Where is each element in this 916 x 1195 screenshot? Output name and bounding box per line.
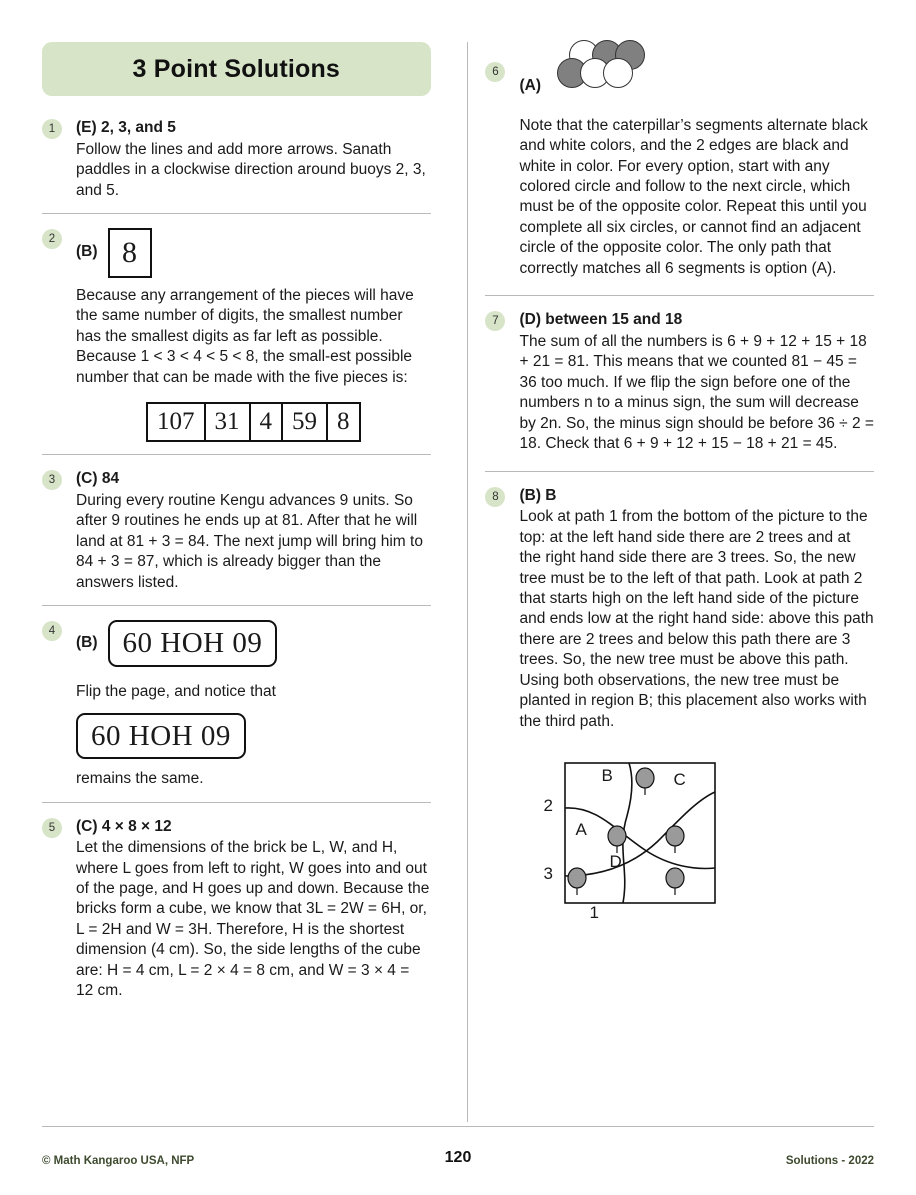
answer-row bbox=[519, 60, 874, 98]
section-banner bbox=[42, 42, 431, 96]
footer-edition: Solutions - 2022 bbox=[785, 1155, 874, 1167]
footer-page-number: 120 bbox=[444, 1149, 472, 1166]
solution-number-badge: 4 bbox=[42, 621, 62, 641]
divider bbox=[42, 454, 431, 455]
solution-number-badge: 8 bbox=[485, 487, 505, 507]
solution-answer: (B) bbox=[76, 243, 98, 261]
right-column bbox=[485, 42, 874, 1122]
two-column-layout bbox=[42, 42, 874, 1122]
divider bbox=[42, 605, 431, 606]
figure-label-path-3: 3 bbox=[543, 864, 553, 884]
solution-answer: (C) 4 × 8 × 12 bbox=[76, 817, 172, 835]
digit-box-figure: 8 bbox=[108, 228, 152, 278]
footer-page-number-wrap bbox=[42, 1149, 874, 1167]
piece-4: 59 bbox=[282, 402, 327, 442]
figure-label-path-2: 2 bbox=[543, 796, 553, 816]
footer-copyright: © Math Kangaroo USA, NFP bbox=[42, 1155, 195, 1167]
answer-row bbox=[76, 228, 431, 278]
solution-2 bbox=[42, 228, 431, 442]
solution-number-badge: 1 bbox=[42, 119, 62, 139]
figure-label-region-a: A bbox=[575, 820, 587, 840]
solution-explanation: Follow the lines and add more arrows. Sanath paddles in a clockwise direction around buoys 2, 3, and 5. bbox=[76, 140, 426, 199]
solution-6 bbox=[485, 42, 874, 279]
column-divider bbox=[467, 42, 468, 1122]
solution-number-badge: 7 bbox=[485, 311, 505, 331]
solution-3 bbox=[42, 469, 431, 593]
piece-3: 4 bbox=[250, 402, 283, 442]
solution-explanation-middle: Flip the page, and notice that bbox=[76, 682, 276, 700]
solution-explanation: Note that the caterpillar’s segments alternate black and white colors, and the 2 edges are black and white in color. For every option, start with any colored circle and follow to the next circle, which must be of the opposite color. Repeat this until you complete all six circles, or cannot find an adjacent circle of the opposite color. The only path that correctly matches all 6 segments is option (A). bbox=[519, 116, 868, 277]
solution-explanation: Look at path 1 from the bottom of the picture to the top: at the left hand side there are 2 trees and at the right hand side there are 3 trees. So, the new tree must be to the left of that path. Look at path 2 that starts high on the left hand side of the picture and ends low at the right hand side: above this path there are 2 trees and below this path there are 3 trees. So, the new tree must be above this path. Using both observations, the new tree must be planted in region B; this placement also works with the third path. bbox=[519, 508, 874, 730]
license-plate-figure-bottom: 60 HOH 09 bbox=[76, 713, 246, 759]
solution-explanation: During every routine Kengu advances 9 units. So after 9 routines he ends up at 81. After that he will land at 81 + 3 = 84. The next jump will bring him to 84 + 3 = 87, which is already bigger than the answers listed. bbox=[76, 491, 423, 591]
solution-answer: (C) 84 bbox=[76, 470, 120, 488]
solution-answer: (E) 2, 3, and 5 bbox=[76, 119, 176, 136]
piece-5: 8 bbox=[327, 402, 361, 442]
divider bbox=[42, 802, 431, 803]
answer-row bbox=[76, 620, 431, 666]
license-plate-figure-bottom-wrap bbox=[76, 713, 431, 759]
number-pieces-figure bbox=[76, 402, 431, 442]
solution-explanation: Because any arrangement of the pieces will have the same number of digits, the smallest number has the smallest digits as far left as possible. Because 1 < 3 < 4 < 5 < 8, the small-est possible number that can be made with the five pieces is: bbox=[76, 286, 414, 386]
solution-number-badge: 3 bbox=[42, 470, 62, 490]
solution-number-badge: 6 bbox=[485, 62, 505, 82]
page-title: 3 Point Solutions bbox=[132, 54, 341, 83]
figure-label-region-b: B bbox=[601, 766, 613, 786]
figure-label-path-1: 1 bbox=[589, 903, 599, 923]
left-column bbox=[42, 42, 449, 1122]
tree-map-svg bbox=[537, 758, 737, 923]
solution-8 bbox=[485, 486, 874, 924]
solution-answer: (A) bbox=[519, 77, 542, 94]
divider bbox=[485, 295, 874, 296]
figure-label-region-c: C bbox=[673, 770, 686, 790]
solution-answer: (B) B bbox=[519, 486, 557, 504]
figure-label-region-d: D bbox=[609, 852, 622, 872]
solution-number-badge: 5 bbox=[42, 818, 62, 838]
solution-5 bbox=[42, 817, 431, 1002]
solution-4 bbox=[42, 620, 431, 789]
piece-2: 31 bbox=[205, 402, 250, 442]
divider bbox=[485, 471, 874, 472]
solution-explanation-end: remains the same. bbox=[76, 770, 204, 788]
page-footer bbox=[42, 1126, 874, 1167]
tree-map-figure bbox=[537, 758, 737, 923]
solution-explanation: Let the dimensions of the brick be L, W, and H, where L goes from left to right, W goes into and out of the page, and H goes up and down. Because the bricks form a cube, we know that 3L = 2W = 6H, or, L = 2H and W = 3H. Therefore, H is the shortest dimension (4 cm). So, the side lengths of the cube are: H = 4 cm, L = 2 × 4 = 8 cm, and W = 3 × 4 = 12 cm. bbox=[76, 839, 430, 1000]
solution-explanation: The sum of all the numbers is 6 + 9 + 12 + 15 + 18 + 21 = 81. This means that we counted 81 − 45 = 36 too much. If we flip the sign before one of the numbers n to a minus sign, the sum will decrease by 2n. So, the minus sign should be before 36 ÷ 2 = 18. Check that 6 + 9 + 12 + 15 − 18 + 21 = 45. bbox=[519, 332, 874, 453]
license-plate-figure-top: 60 HOH 09 bbox=[108, 620, 278, 666]
solution-answer: (D) between 15 and 18 bbox=[519, 311, 683, 329]
solution-number-badge: 2 bbox=[42, 229, 62, 249]
divider bbox=[42, 213, 431, 214]
piece-1: 107 bbox=[146, 402, 205, 442]
solution-1 bbox=[42, 118, 431, 201]
caterpillar-figure bbox=[551, 40, 671, 92]
solution-answer: (B) bbox=[76, 633, 98, 651]
solution-7 bbox=[485, 310, 874, 454]
caterpillar-circle-6 bbox=[603, 58, 633, 88]
